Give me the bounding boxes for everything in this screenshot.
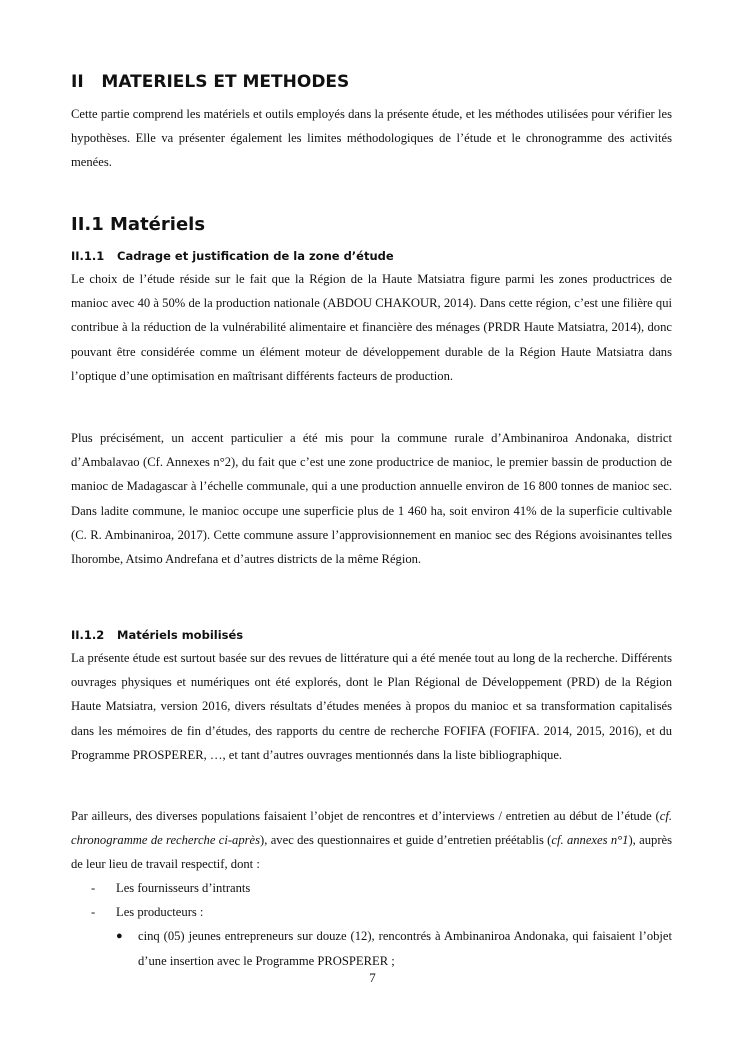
list-item	[71, 924, 672, 972]
zone-justification-paragraph-1: Le choix de l’étude réside sur le fait que la Région de la Haute Matsiatra figure parmi les zones productrices de manioc avec 40 à 50% de la production nationale (ABDOU CHAKOUR, 2014). Dans cette région, c’est une filière qui contribue à la réduction de la vulnérabilité alimentaire et financière des ménages (PRDR Haute Matsiatra, 2014), donc pouvant être considérée comme un élément moteur de développement durable de la Région Haute Matsiatra dans l’optique d’une optimisation en maîtrisant différents facteurs de production.	[71, 272, 672, 383]
section-heading: II MATERIELS ET METHODES	[71, 72, 350, 92]
sub-heading-number: II.1.1	[71, 249, 105, 263]
paragraph-text: Par ailleurs, des diverses populations faisaient l’objet de rencontres et d’interviews / entretien au début de l’étude (	[71, 809, 660, 823]
list-item-text: cinq (05) jeunes entrepreneurs sur douze (12), rencontrés à Ambinaniroa Andonaka, qui faisaient l’objet d’une insertion avec le Programme PROSPERER ;	[138, 929, 672, 968]
list-item	[71, 876, 672, 900]
italic-reference: cf. chronogramme de recherche ci-après	[71, 809, 672, 848]
interviewee-list	[71, 876, 672, 973]
sub-heading-1-1	[71, 249, 394, 263]
italic-reference: cf. annexes n°1	[551, 833, 629, 848]
sub-heading-number: II.1.2	[71, 628, 105, 642]
list-item	[71, 900, 672, 924]
sub-heading-title: Matériels mobilisés	[117, 628, 244, 642]
materials-paragraph-1: La présente étude est surtout basée sur des revues de littérature qui a été menée tout au long de la recherche. Différents ouvrages physiques et numériques ont été explorés, dont le Plan Régional de Développement (PRD) de la Région Haute Matsiatra, version 2016, divers résultats d’études menées à propos du manioc et sa transformation capitalisés dans les mémoires de fin d’études, des rapports du centre de recherche FOFIFA (FOFIFA. 2014, 2015, 2016), et du Programme PROSPERER, …, et tant d’autres ouvrages mentionnés dans la liste bibliographique.	[71, 651, 672, 762]
list-item-text: Les producteurs :	[116, 905, 204, 920]
section-intro-paragraph: Cette partie comprend les matériels et outils employés dans la présente étude, et les méthodes utilisées pour vérifier les hypothèses. Elle va présenter également les limites méthodologiques de l’étude et le chronogramme des activités menées.	[71, 107, 672, 170]
page-number: 7	[369, 970, 376, 985]
paragraph-text: ), avec des questionnaires et guide d’entretien préétablis (	[260, 833, 552, 848]
dash-marker: -	[91, 905, 96, 920]
list-item-text: Les fournisseurs d’intrants	[116, 881, 251, 895]
zone-justification-paragraph-2: Plus précisément, un accent particulier a été mis pour la commune rurale d’Ambinaniroa Andonaka, district d’Ambalavao (Cf. Annexes n°2), du fait que c’est une zone productrice de manioc, le premier bassin de production de manioc de Madagascar à l’échelle communale, qui a une production annuelle environ de 16 800 tonnes de manioc sec. Dans ladite commune, le manioc occupe une superficie plus de 1 460 ha, soit environ 41% de la superficie cultivable (C. R. Ambinaniroa, 2017). Cette commune assure l’approvisionnement en manioc sec des Régions avoisinantes telles Ihorombe, Atsimo Andrefana et d’autres districts de la même Région.	[71, 431, 672, 567]
sub-heading-title: Cadrage et justification de la zone d’étude	[117, 249, 394, 263]
sub-heading-1-2	[71, 628, 243, 642]
bullet-icon: ●	[116, 930, 123, 943]
paragraph-text: ), auprès de leur lieu de travail respectif, dont :	[71, 833, 673, 872]
materials-paragraph-2	[71, 804, 672, 877]
subsection-heading: II.1 Matériels	[71, 214, 206, 235]
dash-marker: -	[91, 881, 96, 895]
